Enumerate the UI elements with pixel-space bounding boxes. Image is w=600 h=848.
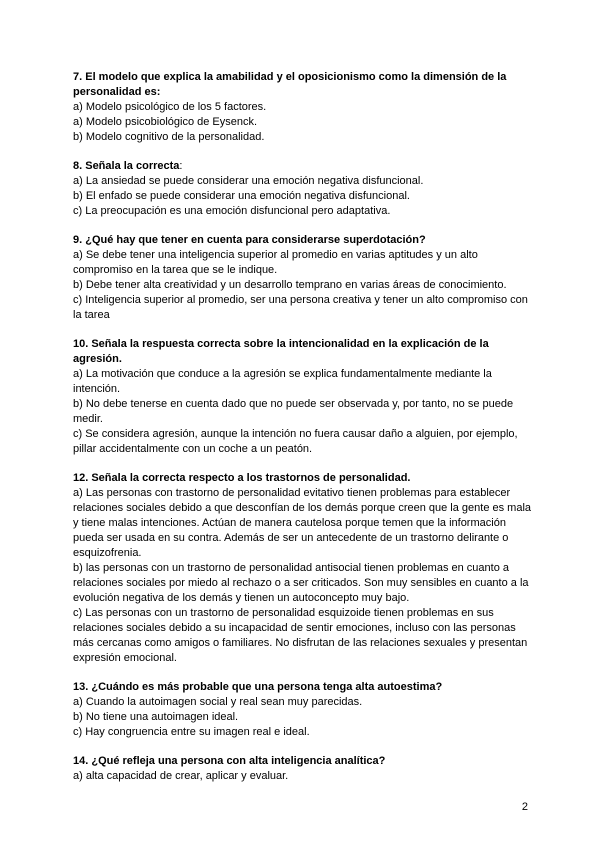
- question-option: c) Las personas con un trastorno de personalidad esquizoide tienen problemas en sus relaciones sociales debido a su incapacidad de sentir emociones, incluso con las personas más cercanas como amigos o familiares. No disfrutan de las relaciones sexuales y presentan expresión emocional.: [73, 607, 528, 664]
- question-title: 8. Señala la correcta:: [73, 160, 183, 172]
- question-option: a) Cuando la autoimagen social y real sean muy parecidas.: [73, 696, 363, 708]
- questions-container: [73, 70, 533, 798]
- question-8: [73, 159, 533, 219]
- question-option: b) No debe tenerse en cuenta dado que no puede ser observada y, por tanto, no se puede medir.: [73, 398, 514, 425]
- question-7: [73, 70, 533, 145]
- question-option: b) Debe tener alta creatividad y un desarrollo temprano en varias áreas de conocimiento.: [73, 279, 507, 291]
- question-option: c) Inteligencia superior al promedio, ser una persona creativa y tener un alto compromiso con la tarea: [73, 294, 528, 321]
- question-option: c) Se considera agresión, aunque la intención no fuera causar daño a alguien, por ejemplo, pillar accidentalmente con un coche a un peatón.: [73, 428, 518, 455]
- question-option: b) Modelo cognitivo de la personalidad.: [73, 131, 265, 143]
- question-option: c) La preocupación es una emoción disfuncional pero adaptativa.: [73, 205, 391, 217]
- question-title: 10. Señala la respuesta correcta sobre la intencionalidad en la explicación de la agresión.: [73, 338, 489, 365]
- question-title: 13. ¿Cuándo es más probable que una persona tenga alta autoestima?: [73, 681, 443, 693]
- question-option: a) Se debe tener una inteligencia superior al promedio en varias aptitudes y un alto compromiso en la tarea que se le indique.: [73, 249, 478, 276]
- question-option: c) Hay congruencia entre su imagen real e ideal.: [73, 726, 310, 738]
- question-title: 14. ¿Qué refleja una persona con alta inteligencia analítica?: [73, 755, 386, 767]
- question-14: [73, 754, 533, 784]
- question-title: 7. El modelo que explica la amabilidad y el oposicionismo como la dimensión de la personalidad es:: [73, 71, 507, 98]
- question-title: 12. Señala la correcta respecto a los trastornos de personalidad.: [73, 472, 411, 484]
- question-12: [73, 471, 533, 666]
- question-option: a) La ansiedad se puede considerar una emoción negativa disfuncional.: [73, 175, 424, 187]
- question-option: a) Las personas con trastorno de personalidad evitativo tienen problemas para establecer relaciones sociales debido a que desconfían de los demás porque creen que la gente es mala y tiene malas intenciones. Actúan de manera cautelosa porque temen que la información pueda ser usada en su contra. Además de ser un antecedente de un trastorno delirante o esquizofrenia.: [73, 487, 532, 559]
- question-10: [73, 337, 533, 457]
- question-title: 9. ¿Qué hay que tener en cuenta para considerarse superdotación?: [73, 234, 426, 246]
- question-option: a) Modelo psicológico de los 5 factores.: [73, 101, 267, 113]
- question-option: a) La motivación que conduce a la agresión se explica fundamentalmente mediante la intención.: [73, 368, 492, 395]
- question-option: b) El enfado se puede considerar una emoción negativa disfuncional.: [73, 190, 410, 202]
- question-13: [73, 680, 533, 740]
- page-number: 2: [521, 801, 528, 813]
- question-option: a) alta capacidad de crear, aplicar y evaluar.: [73, 770, 289, 782]
- question-option: b) las personas con un trastorno de personalidad antisocial tienen problemas en cuanto a relaciones sociales por miedo al rechazo o a ser criticados. Son muy sensibles en cuanto a la evolución negativa de los demás y tienen un autoconcepto muy bajo.: [73, 562, 529, 604]
- question-option: b) No tiene una autoimagen ideal.: [73, 711, 239, 723]
- question-option: a) Modelo psicobiológico de Eysenck.: [73, 116, 258, 128]
- question-9: [73, 233, 533, 323]
